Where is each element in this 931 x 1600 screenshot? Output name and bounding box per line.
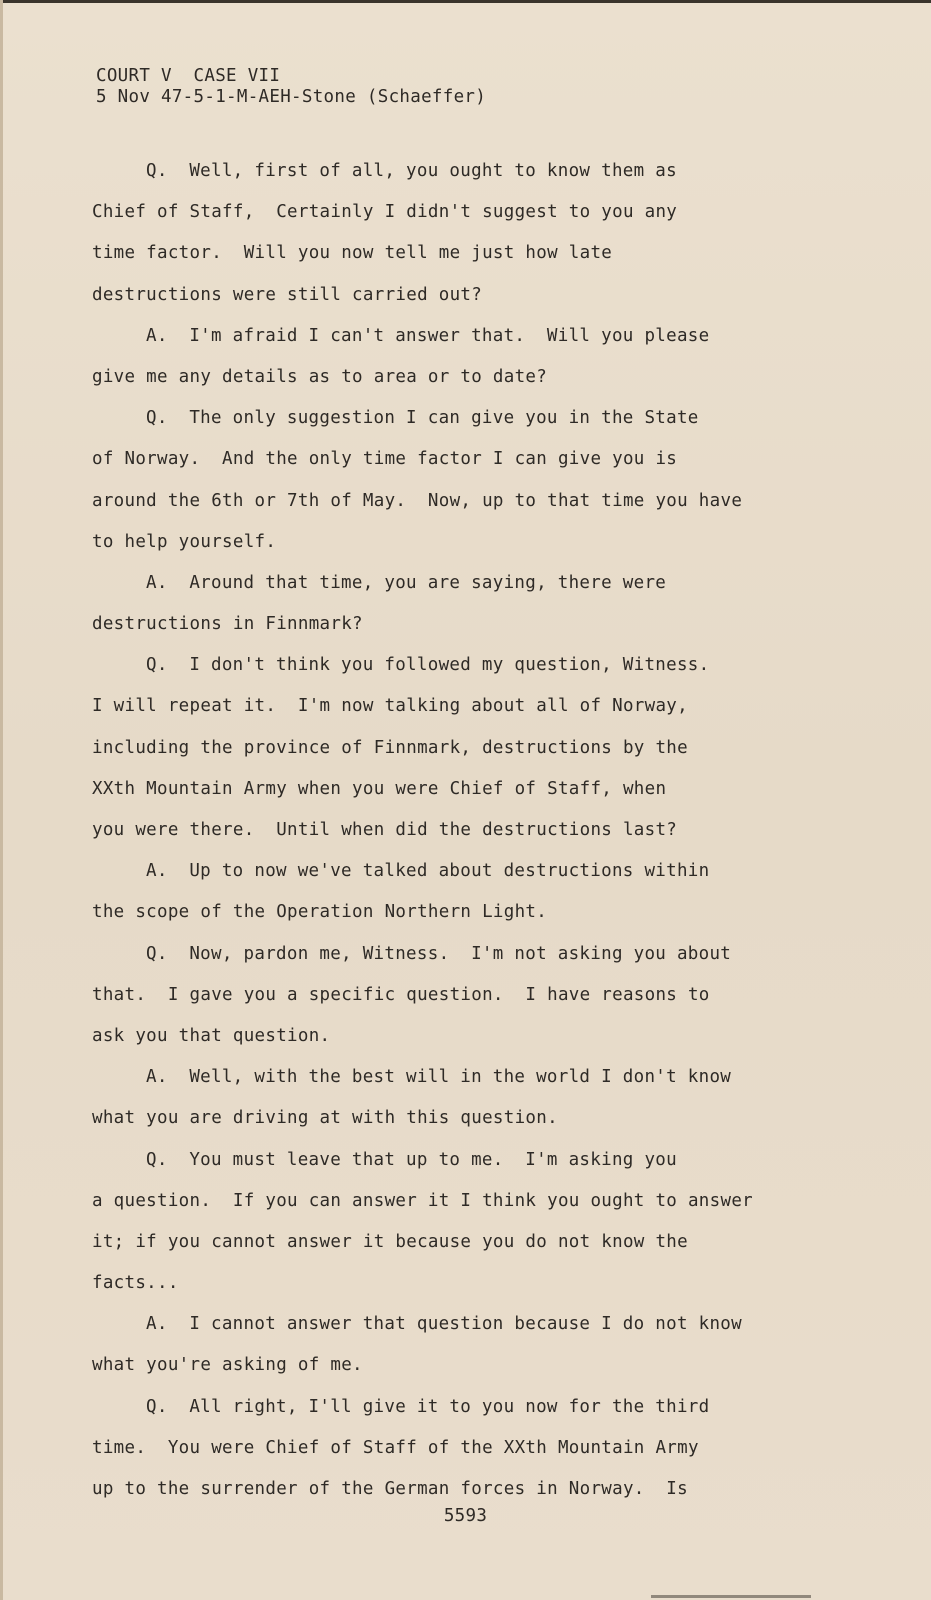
transcript-body bbox=[92, 151, 882, 1510]
header-reference: 5 Nov 47-5-1-M-AEH-Stone (Schaeffer) bbox=[96, 87, 487, 107]
transcript-line: what you're asking of me. bbox=[92, 1355, 363, 1376]
transcript-line: around the 6th or 7th of May. Now, up to that time you have bbox=[92, 490, 743, 511]
transcript-line: Q. You must leave that up to me. I'm asking you bbox=[146, 1149, 677, 1170]
transcript-line: Chief of Staff, Certainly I didn't suggest to you any bbox=[92, 202, 678, 223]
transcript-line: time. You were Chief of Staff of the XXth Mountain Army bbox=[92, 1437, 699, 1458]
transcript-line: time factor. Will you now tell me just how late bbox=[92, 243, 613, 264]
transcript-line: you were there. Until when did the destructions last? bbox=[92, 820, 678, 840]
transcript-line: facts... bbox=[92, 1273, 179, 1294]
transcript-line: XXth Mountain Army when you were Chief of Staff, when bbox=[92, 778, 667, 799]
transcript-line: to help yourself. bbox=[92, 531, 277, 552]
transcript-line: ask you that question. bbox=[92, 1025, 331, 1046]
transcript-line: what you are driving at with this question. bbox=[92, 1108, 558, 1129]
page-number: 5593 bbox=[443, 1506, 488, 1526]
transcript-line: give me any details as to area or to date? bbox=[92, 366, 548, 387]
transcript-line: Q. Now, pardon me, Witness. I'm not asking you about bbox=[146, 943, 732, 964]
transcript-line: that. I gave you a specific question. I have reasons to bbox=[92, 984, 710, 1005]
edge-smudge bbox=[651, 1595, 811, 1598]
transcript-line: including the province of Finnmark, destructions by the bbox=[92, 737, 688, 758]
transcript-line: A. Around that time, you are saying, there were bbox=[146, 572, 667, 593]
transcript-line: A. I'm afraid I can't answer that. Will you please bbox=[146, 325, 710, 346]
transcript-line: the scope of the Operation Northern Light. bbox=[92, 902, 548, 923]
transcript-line: Q. The only suggestion I can give you in the State bbox=[146, 408, 699, 429]
page-header bbox=[96, 66, 486, 108]
transcript-line: destructions were still carried out? bbox=[92, 284, 483, 305]
transcript-line: it; if you cannot answer it because you do not know the bbox=[92, 1231, 688, 1252]
transcript-line: I will repeat it. I'm now talking about all of Norway, bbox=[92, 696, 688, 717]
transcript-line: destructions in Finnmark? bbox=[92, 614, 363, 635]
transcript-line: Q. All right, I'll give it to you now for the third bbox=[146, 1396, 710, 1417]
transcript-line: Q. I don't think you followed my question, Witness. bbox=[146, 655, 710, 676]
transcript-line: Q. Well, first of all, you ought to know them as bbox=[146, 161, 677, 181]
transcript-line: a question. If you can answer it I think you ought to answer bbox=[92, 1190, 753, 1211]
transcript-line: of Norway. And the only time factor I can give you is bbox=[92, 449, 678, 470]
header-court-case: COURT V CASE VII bbox=[96, 66, 281, 86]
transcript-line: A. Up to now we've talked about destructions within bbox=[146, 861, 710, 882]
transcript-line: A. Well, with the best will in the world I don't know bbox=[146, 1067, 732, 1088]
transcript-line: A. I cannot answer that question because I do not know bbox=[146, 1314, 742, 1335]
transcript-line: up to the surrender of the German forces in Norway. Is bbox=[92, 1479, 688, 1499]
